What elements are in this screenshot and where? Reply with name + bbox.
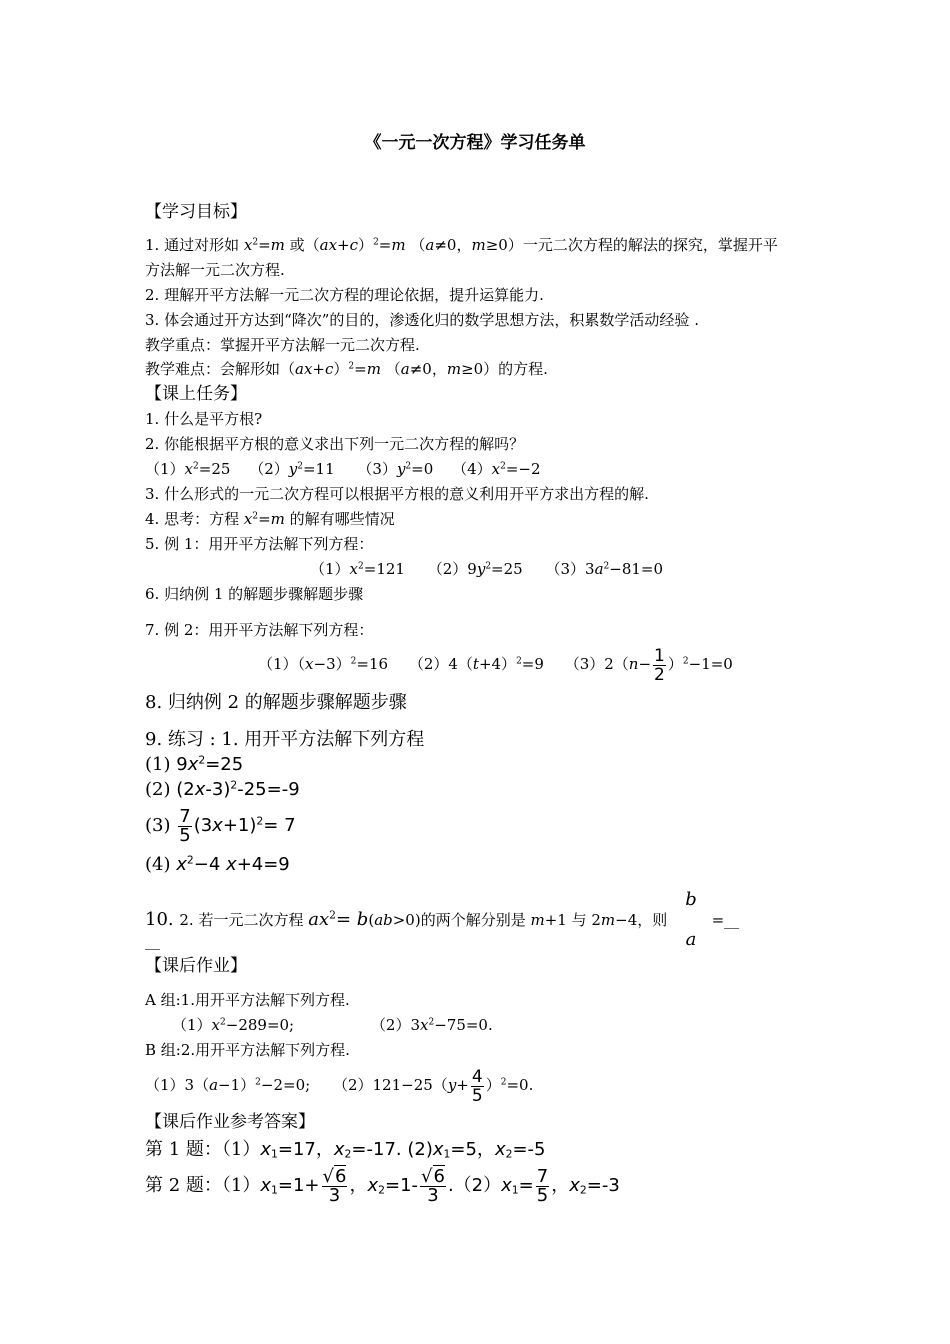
task-1: 1. 什么是平方根? bbox=[145, 410, 263, 428]
goal-2: 2. 理解开平方法解一元二次方程的理论依据，提升运算能力. bbox=[145, 286, 544, 304]
homework-heading: 【课后作业】 bbox=[145, 956, 247, 976]
task-7-equations: $(1)(x-3)^2=16$ $(2)4(t+4)^2=9$ （3）2（n− $\frac{1}{2}$ ）$^2$−1=0 bbox=[258, 645, 733, 685]
exercise-3: (3) $\frac{7}{5}$ $(3x+1)^2= 7$ bbox=[145, 805, 296, 846]
fraction-seven-fifths: $\frac{7}{5}$ bbox=[179, 805, 191, 846]
fraction-seven-fifths: $\frac{7}{5}$ bbox=[536, 1165, 549, 1206]
answer-1: 第 1 题：$(1)x_1=17$，$x_2=-17$. $(2)x_1=5$，$x_2=-5$ bbox=[145, 1139, 546, 1161]
answers-heading: 【课后作业参考答案】 bbox=[145, 1112, 315, 1132]
homework-a-equations: $(1)x^2-289=0$; $(2)3x^2-75=0$. bbox=[172, 1016, 493, 1034]
task-5-equations: $(1)x^2=121$ $(2)9y^2=25$ $(3)3a^2-81=0$ bbox=[310, 560, 664, 578]
task-5: 5. 例 1：用开平方法解下列方程： bbox=[145, 535, 374, 553]
teaching-key-point: 教学重点：掌握开平方法解一元二次方程. bbox=[145, 336, 420, 354]
fraction-sqrt6-over-3: $\frac{√6}{3}$ bbox=[322, 1165, 347, 1206]
page-title: 《一元一次方程》学习任务单 bbox=[364, 133, 586, 153]
task-10: 10. 2. 若一元二次方程 $ax^2= b(ab>0)$的两个解分别是 m+1 与 2m−4，则 b a =__ bbox=[145, 880, 739, 960]
task-3: 3. 什么形式的一元二次方程可以根据平方根的意义利用开平方求出方程的解. bbox=[145, 485, 649, 503]
task-4: 4. 思考：方程 $x^2=m$ 的解有哪些情况 bbox=[145, 510, 395, 528]
homework-b-group: B 组:2.用开平方法解下列方程. bbox=[145, 1041, 350, 1059]
fraction-four-fifths: $\frac{4}{5}$ bbox=[471, 1066, 483, 1106]
fraction-one-half: $\frac{1}{2}$ bbox=[654, 645, 665, 685]
fraction-sqrt6-over-3: $\frac{√6}{3}$ bbox=[421, 1165, 445, 1206]
task-8: 8. 归纳例 2 的解题步骤解题步骤 bbox=[145, 692, 407, 713]
radical-sign: √ bbox=[322, 1165, 334, 1187]
homework-b-equations: $(1)3(a-1)^2-2=0$; （2）121−25（y+ $\frac{4}{5}$ ）$^2$=0. bbox=[145, 1066, 534, 1106]
radical-sign: √ bbox=[421, 1165, 433, 1187]
goal-3: 3. 体会通过开方达到“降次”的目的，渗透化归的数学思想方法，积累数学活动经验 . bbox=[145, 311, 699, 329]
exercise-4: (4) $x^2-4$ x+4=9 bbox=[145, 853, 290, 875]
task-2: 2. 你能根据平方根的意义求出下列一元二次方程的解吗？ bbox=[145, 435, 525, 453]
homework-a-group: A 组:1.用开平方法解下列方程. bbox=[145, 991, 350, 1009]
teaching-difficulty: 教学难点：会解形如$(ax+c)^2=m$ （a≠0，m≥0）的方程. bbox=[145, 360, 548, 378]
fraction-b-over-a: b a bbox=[685, 889, 697, 950]
goal-1: 1. 通过对形如 $x^2=m$ 或$(ax+c)^2=m$ （a≠0，m≥0）一元二次方程的解法的探究，掌握开平 bbox=[145, 236, 778, 254]
goal-1-continued: 方法解一元二次方程. bbox=[145, 261, 285, 279]
exercise-2: (2) $(2x-3)^2-25=-9$ bbox=[145, 778, 300, 800]
task-10-blank-continued: __ bbox=[145, 932, 160, 950]
task-7: 7. 例 2：用开平方法解下列方程： bbox=[145, 621, 374, 639]
tasks-heading: 【课上任务】 bbox=[145, 384, 247, 404]
task-6: 6. 归纳例 1 的解题步骤解题步骤 bbox=[145, 585, 364, 603]
answer-2: 第 2 题：$(1)x_1=1+$ $\frac{√6}{3}$ ，$x_2=1-$ $\frac{√6}{3}$ $.(2)x_1=$ $\frac{7}{5}$ ，$x_2=-3$ bbox=[145, 1165, 620, 1206]
goals-heading: 【学习目标】 bbox=[145, 202, 247, 222]
task-9: 9. 练习 : 1. 用开平方法解下列方程 bbox=[145, 729, 425, 750]
task-2-equations: $(1)x^2=25$ $(2)y^2=11$ $(3)y^2=0$ $(4)x^2=-2$ bbox=[145, 460, 541, 478]
exercise-1: (1) $9x^2=25$ bbox=[145, 753, 244, 775]
